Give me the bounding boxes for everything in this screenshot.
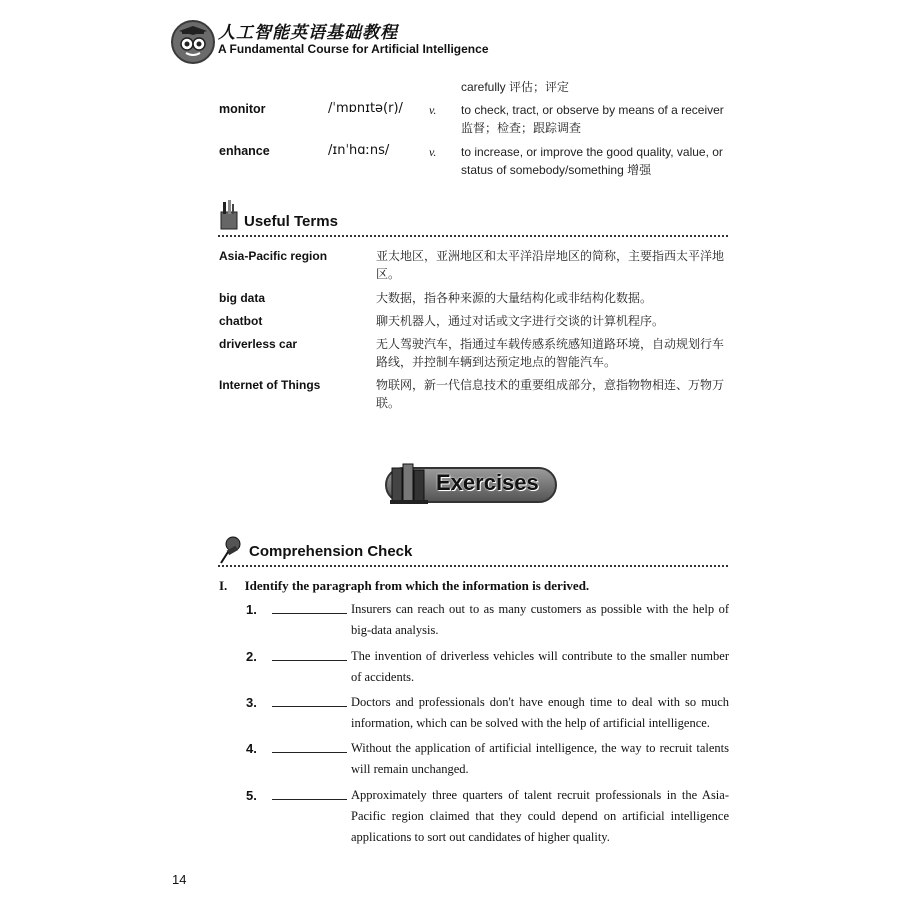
term-definition: 聊天机器人，通过对话或文字进行交谈的计算机程序。 [376, 314, 665, 328]
term: driverless car [219, 337, 298, 351]
vocab-word: monitor [219, 102, 266, 116]
term-definition: 物联网，新一代信息技术的重要组成部分，意指物物相连、万物万联。 [376, 378, 725, 410]
section-divider [218, 565, 728, 567]
exercises-title: Exercises [436, 470, 539, 495]
part-label: I. [219, 578, 228, 593]
question-number: 1. [246, 602, 257, 617]
term: chatbot [219, 314, 263, 328]
question-number: 5. [246, 788, 257, 803]
question-text: Without the application of artificial intelligence, the way to recruit talents will remain unchanged. [351, 741, 729, 776]
vocab-carry-over: carefully 评估；评定 [461, 80, 570, 94]
question-text: Approximately three quarters of talent recruit professionals in the Asia-Pacific region claimed that they could depend on artificial intelligence applications to sort out candidates of higher quality. [351, 788, 729, 844]
vocab-definition: to increase, or improve the good quality, value, or status of somebody/something 增强 [461, 145, 723, 177]
book-title-en: A Fundamental Course for Artificial Intelligence [218, 42, 489, 56]
vocab-definition: to check, tract, or observe by means of a receiver 监督；检查；跟踪调查 [461, 103, 724, 135]
term-definition: 大数据，指各种来源的大量结构化或非结构化数据。 [376, 291, 653, 305]
question-number: 2. [246, 649, 257, 664]
book-logo [171, 20, 215, 64]
owl-graduate-icon [173, 22, 213, 62]
part-instruction-text: Identify the paragraph from which the information is derived. [244, 578, 590, 593]
answer-blank[interactable] [272, 660, 347, 661]
page-number: 14 [172, 872, 187, 887]
part-instruction [219, 578, 589, 594]
term-definition: 亚太地区，亚洲地区和太平洋沿岸地区的简称，主要指西太平洋地区。 [376, 249, 725, 281]
term-definition: 无人驾驶汽车，指通过车载传感系统感知道路环境，自动规划行车路线，并控制车辆到达预定地点的智能汽车。 [376, 337, 725, 369]
comprehension-check-title: Comprehension Check [249, 543, 413, 560]
answer-blank[interactable] [272, 752, 347, 753]
pencil-cup-icon [218, 200, 242, 235]
section-divider [218, 235, 728, 237]
answer-blank[interactable] [272, 706, 347, 707]
vocab-pos: v. [429, 103, 437, 117]
vocab-ipa: /ɪnˈhɑːns/ [328, 143, 390, 158]
term: big data [219, 291, 266, 305]
question-text: Doctors and professionals don't have enough time to deal with so much information, which can be solved with the help of artificial intelligence. [351, 695, 729, 730]
vocab-ipa: /ˈmɒnɪtə(r)/ [328, 101, 403, 116]
vocab-word: enhance [219, 144, 270, 158]
answer-blank[interactable] [272, 613, 347, 614]
question-text: Insurers can reach out to as many customers as possible with the help of big-data analysis. [351, 602, 729, 637]
book-title-cn: 人工智能英语基础教程 [218, 23, 398, 43]
vocab-pos: v. [429, 145, 437, 159]
answer-blank[interactable] [272, 799, 347, 800]
question-text: The invention of driverless vehicles will contribute to the smaller number of accidents. [351, 649, 729, 684]
term: Internet of Things [219, 378, 321, 392]
question-number: 3. [246, 695, 257, 710]
term: Asia-Pacific region [219, 249, 328, 263]
books-icon [388, 460, 432, 511]
question-number: 4. [246, 741, 257, 756]
useful-terms-title: Useful Terms [244, 213, 338, 230]
